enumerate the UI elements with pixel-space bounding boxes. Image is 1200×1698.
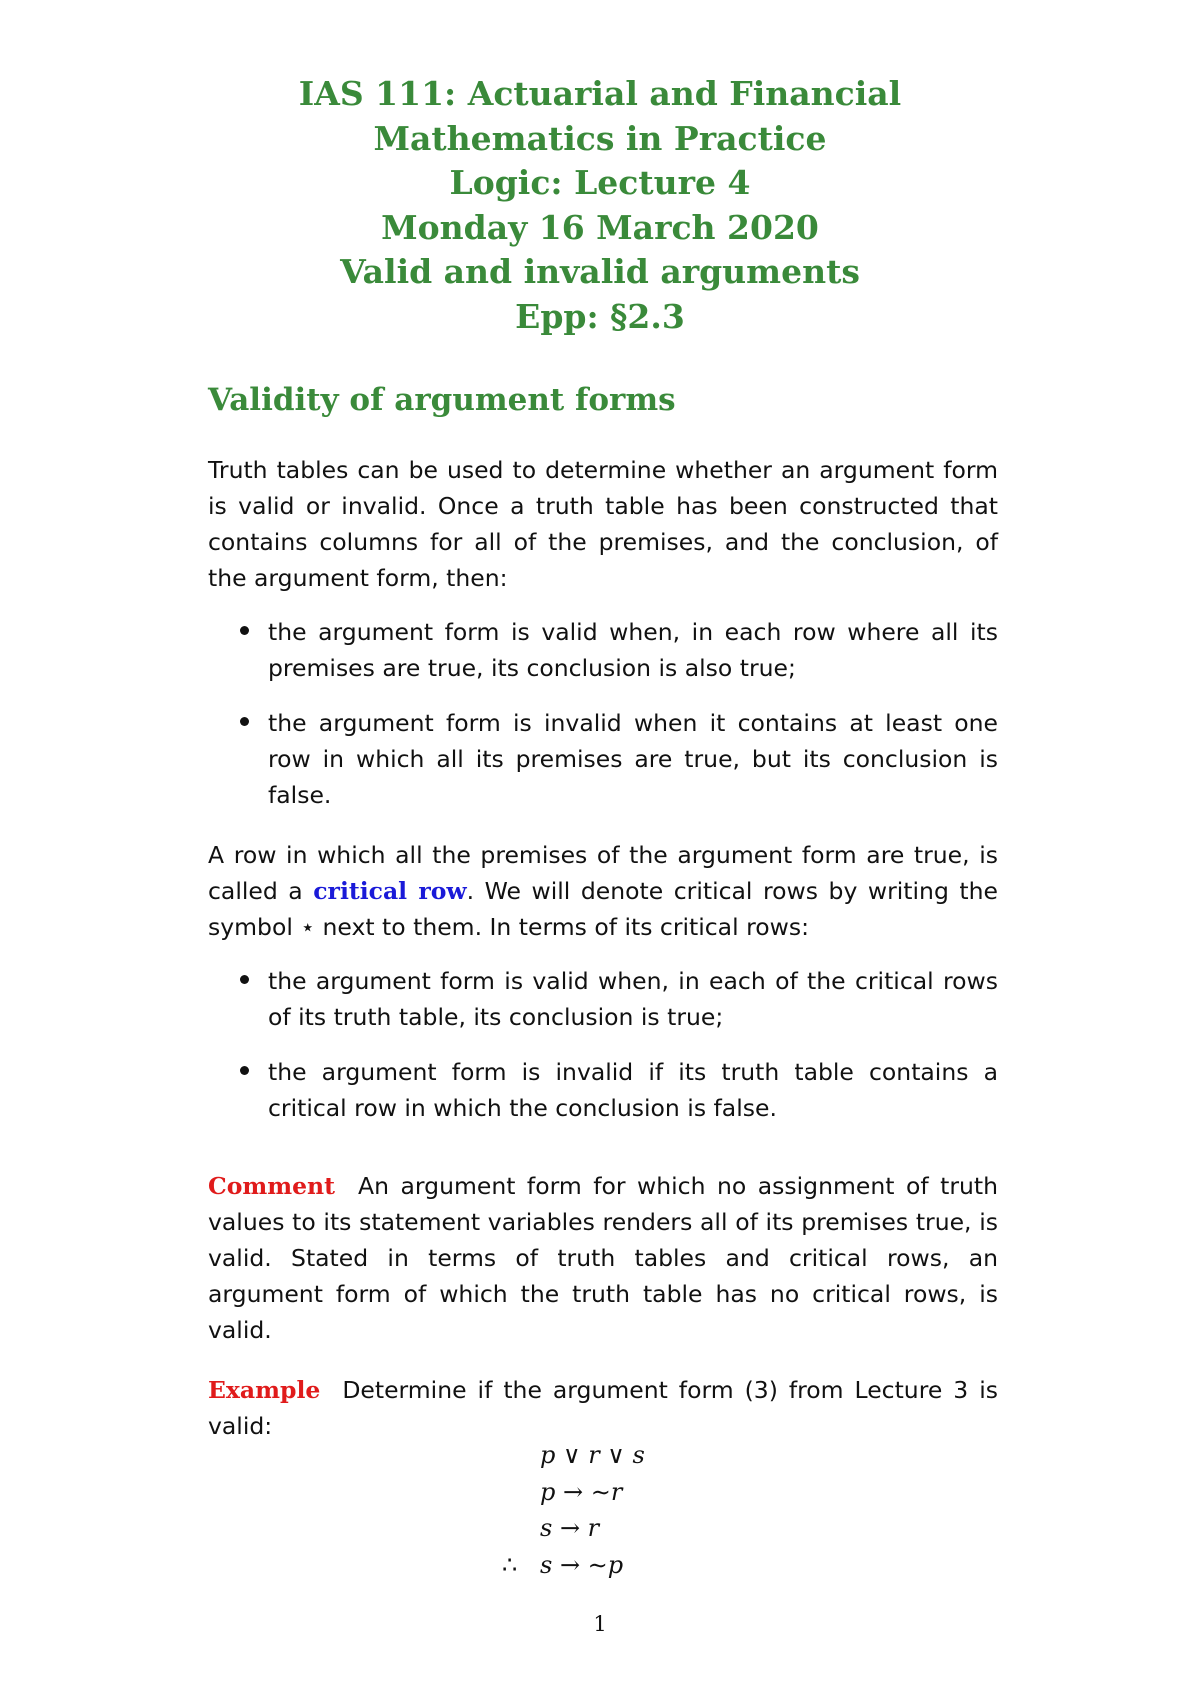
premise-2: p → ∼r: [540, 1477, 623, 1506]
premise-1: p ∨ r ∨ s: [540, 1441, 645, 1469]
list-item-text: the argument form is invalid if its truth table contains a critical row in which the conclusion is false.: [268, 1058, 998, 1122]
comment-label: Comment: [208, 1172, 336, 1200]
list-item-text: the argument form is valid when, in each of the critical rows of its truth table, its conclusion is true;: [268, 967, 998, 1031]
title-line-lecture: Logic: Lecture 4: [449, 163, 751, 202]
title-line-course: IAS 111: Actuarial and Financial: [298, 74, 902, 113]
title-line-course-cont: Mathematics in Practice: [373, 118, 827, 158]
section-heading: Validity of argument forms: [208, 382, 676, 418]
critical-row-paragraph: [208, 837, 998, 945]
bullet-icon: [240, 1066, 249, 1075]
title-line-topic: Valid and invalid arguments: [340, 252, 860, 291]
critical-row-criteria-list: [240, 963, 998, 1145]
comment-text: An argument form for which no assignment of truth values to its statement variables renders all of its premises true, is valid. Stated in terms of truth tables and critical rows, an argument form of which the truth table has no critical rows, is valid.: [208, 1172, 998, 1344]
example-paragraph: [208, 1372, 998, 1444]
bullet-icon: [240, 975, 249, 984]
intro-paragraph: Truth tables can be used to determine whether an argument form is valid or invalid. Once a truth table has been constructed that contains columns for all of the premises, and the conclusion, of the argument form, then:: [208, 456, 998, 592]
bullet-icon: [240, 626, 249, 635]
list-item: [240, 705, 998, 813]
critical-row-text-after: . We will denote critical rows by writing the symbol ⋆ next to them. In terms of its critical rows:: [208, 877, 998, 941]
list-item-text: the argument form is valid when, in each row where all its premises are true, its conclusion is also true;: [268, 618, 998, 682]
conclusion-line: [0, 1547, 1200, 1584]
page-number: 1: [593, 1612, 607, 1636]
argument-form: [0, 1437, 1200, 1583]
premise-3: s → r: [540, 1514, 600, 1542]
conclusion: s → ∼p: [540, 1550, 624, 1579]
example-label: Example: [208, 1376, 321, 1404]
list-item: [240, 614, 998, 686]
list-item-text: the argument form is invalid when it contains at least one row in which all its premises are true, but its conclusion is false.: [268, 709, 998, 809]
example-text: Determine if the argument form (3) from Lecture 3 is valid:: [208, 1376, 998, 1440]
list-item: [240, 963, 998, 1035]
therefore-icon: ∴: [502, 1550, 518, 1579]
critical-row-text-before: A row in which all the premises of the argument form are true, is called a: [208, 841, 998, 905]
list-item: [240, 1054, 998, 1126]
comment-paragraph: [208, 1168, 998, 1348]
document-title: [0, 72, 1200, 339]
critical-row-term: critical row: [313, 877, 467, 905]
title-line-date: Monday 16 March 2020: [381, 207, 819, 247]
title-line-reference: Epp: §2.3: [515, 296, 685, 336]
bullet-icon: [240, 717, 249, 726]
validity-criteria-list: [240, 614, 998, 832]
